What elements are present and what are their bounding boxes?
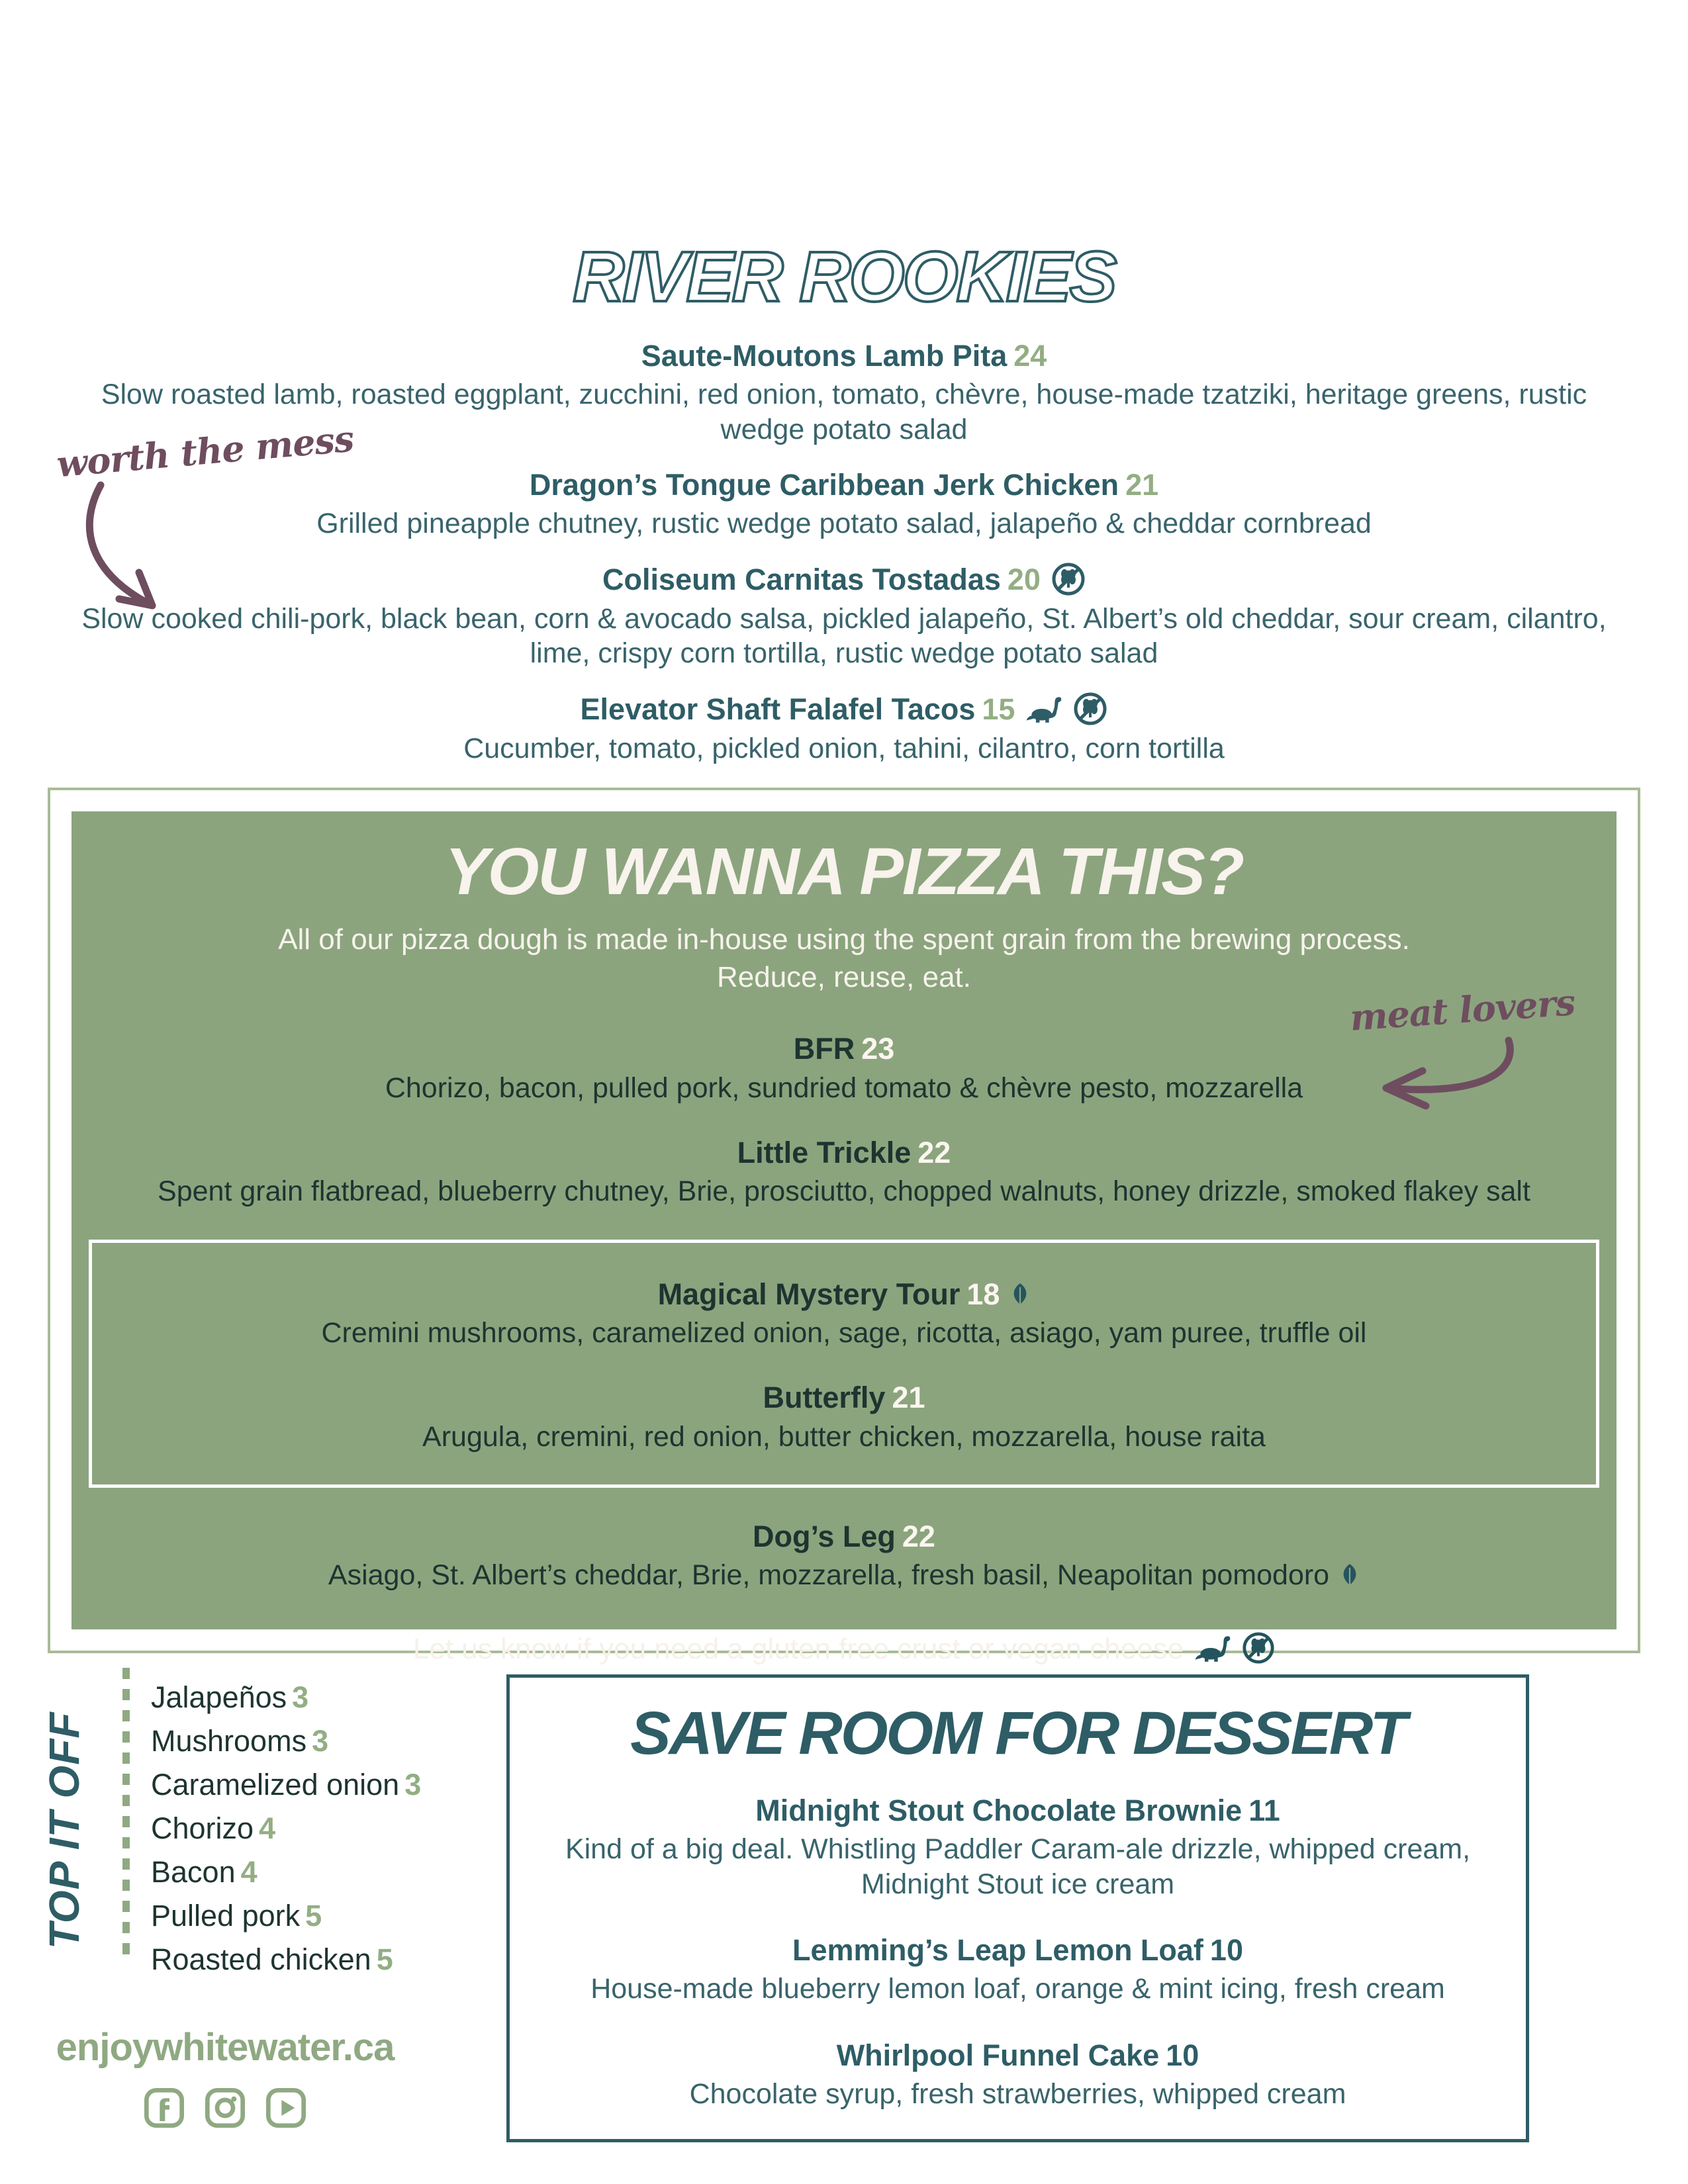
pizza-section [48, 788, 1640, 1665]
menu-item-dogs-leg [71, 1518, 1617, 1593]
item-price: 22 [917, 1136, 951, 1170]
item-name: Midnight Stout Chocolate Brownie [755, 1794, 1243, 1827]
gluten-free-icon [1051, 562, 1086, 596]
menu-item-magical-mystery-tour [92, 1276, 1596, 1351]
item-description: Grilled pineapple chutney, rustic wedge potato salad, jalapeño & cheddar cornbread [316, 508, 1372, 540]
item-name: Magical Mystery Tour [657, 1277, 961, 1311]
website-link[interactable]: enjoywhitewater.ca [56, 2026, 395, 2069]
dino-icon [1194, 1633, 1231, 1663]
item-description: Cremini mushrooms, caramelized onion, sage, ricotta, asiago, yam puree, truffle oil [321, 1317, 1367, 1349]
item-name: Coliseum Carnitas Tostadas [602, 562, 1001, 596]
topping-row: Jalapeños 3 [151, 1680, 309, 1714]
section-title-dessert: SAVE ROOM FOR DESSERT [630, 1700, 1405, 1767]
item-name: Dog’s Leg [753, 1520, 896, 1554]
item-description: Spent grain flatbread, blueberry chutney, Brie, prosciutto, chopped walnuts, honey drizzle, smoked flakey salt [158, 1175, 1530, 1208]
item-name: Little Trickle [737, 1136, 912, 1170]
pizza-intro-line1: All of our pizza dough is made in-house using the spent grain from the brewing process. [278, 923, 1410, 956]
topping-row: Mushrooms 3 [151, 1724, 329, 1758]
leaf-icon [1010, 1283, 1030, 1305]
item-description: Arugula, cremini, red onion, butter chicken, mozzarella, house raita [422, 1420, 1266, 1453]
item-price: 24 [1013, 339, 1047, 373]
social-icons-row [26, 2087, 424, 2129]
section-title-pizza: YOU WANNA PIZZA THIS? [444, 835, 1244, 909]
item-price: 21 [892, 1381, 925, 1415]
item-price: 21 [1125, 468, 1159, 502]
menu-item-little-trickle [71, 1134, 1617, 1209]
pizza-section-panel [71, 811, 1617, 1665]
topping-row: Pulled pork 5 [151, 1899, 322, 1933]
curved-arrow-down-icon [73, 480, 212, 622]
menu-item-stout-brownie [510, 1792, 1526, 1901]
facebook-icon[interactable] [143, 2087, 185, 2129]
dotted-divider [122, 1668, 130, 1962]
topping-row: Caramelized onion 3 [151, 1768, 422, 1801]
item-price: 20 [1007, 562, 1041, 596]
item-price: 22 [902, 1520, 935, 1554]
meat-lovers-annotation: meat lovers [1348, 981, 1576, 1039]
item-name: Whirlpool Funnel Cake [836, 2038, 1160, 2072]
instagram-icon[interactable] [204, 2087, 246, 2129]
menu-item-lemon-loaf [510, 1932, 1526, 2007]
item-name: Butterfly [763, 1381, 886, 1415]
item-description: Slow cooked chili-pork, black bean, corn & avocado salsa, pickled jalapeño, St. Albert’s old cheddar, sour cream, cilantro, lime, crispy corn tortilla, rustic wedge potato salad [81, 602, 1607, 670]
youtube-icon[interactable] [265, 2087, 307, 2129]
item-name: BFR [793, 1032, 855, 1066]
toppings-list [151, 1676, 421, 1981]
gluten-free-icon [1242, 1631, 1275, 1664]
item-price: 11 [1248, 1794, 1280, 1827]
river-rookies-section [0, 235, 1688, 766]
toppings-heading: TOP IT OFF [40, 1711, 88, 1949]
pizza-intro-line2: Reduce, reuse, eat. [716, 961, 971, 994]
item-description: Kind of a big deal. Whistling Paddler Caram-ale drizzle, whipped cream, Midnight Stout ice cream [565, 1833, 1471, 1900]
dessert-section [506, 1674, 1529, 2142]
item-price: 23 [861, 1032, 895, 1066]
topping-row: Roasted chicken 5 [151, 1942, 393, 1976]
featured-pizzas-box [89, 1240, 1599, 1488]
gluten-free-icon [1073, 692, 1107, 726]
menu-item-jerk-chicken [0, 467, 1688, 541]
item-description: Chocolate syrup, fresh strawberries, whipped cream [689, 2078, 1346, 2111]
footer [26, 2025, 424, 2129]
item-description: Slow roasted lamb, roasted eggplant, zucchini, red onion, tomato, chèvre, house-made tzatziki, heritage greens, rustic wedge potato salad [101, 379, 1587, 445]
worth-the-mess-annotation: worth the mess [55, 417, 355, 486]
menu-item-funnel-cake [510, 2037, 1526, 2112]
item-price: 18 [966, 1277, 1000, 1311]
dino-icon [1025, 694, 1062, 724]
gluten-free-note: Let us know if you need a gluten free crust or vegan cheese [71, 1633, 1617, 1667]
item-name: Elevator Shaft Falafel Tacos [580, 692, 976, 726]
item-description: House-made blueberry lemon loaf, orange & mint icing, fresh cream [590, 1973, 1445, 2005]
menu-item-carnitas-tostadas [0, 561, 1688, 671]
item-price: 15 [982, 692, 1015, 726]
topping-row: Chorizo 4 [151, 1811, 276, 1845]
item-name: Lemming’s Leap Lemon Loaf [792, 1933, 1203, 1968]
leaf-icon [1340, 1563, 1360, 1586]
topping-row: Bacon 4 [151, 1855, 258, 1889]
menu-item-falafel-tacos [0, 691, 1688, 766]
item-description: Chorizo, bacon, pulled pork, sundried tomato & chèvre pesto, mozzarella [385, 1071, 1303, 1104]
item-name: Saute-Moutons Lamb Pita [641, 339, 1008, 373]
item-price: 10 [1166, 2038, 1199, 2072]
menu-item-butterfly [92, 1379, 1596, 1454]
item-name: Dragon’s Tongue Caribbean Jerk Chicken [529, 468, 1119, 502]
curved-arrow-left-icon [1360, 1036, 1525, 1116]
item-price: 10 [1209, 1933, 1243, 1968]
section-title-river-rookies: RIVER ROOKIES [573, 236, 1115, 316]
item-description: Cucumber, tomato, pickled onion, tahini, cilantro, corn tortilla [463, 732, 1225, 764]
item-description: Asiago, St. Albert’s cheddar, Brie, mozzarella, fresh basil, Neapolitan pomodoro [122, 1558, 1566, 1592]
